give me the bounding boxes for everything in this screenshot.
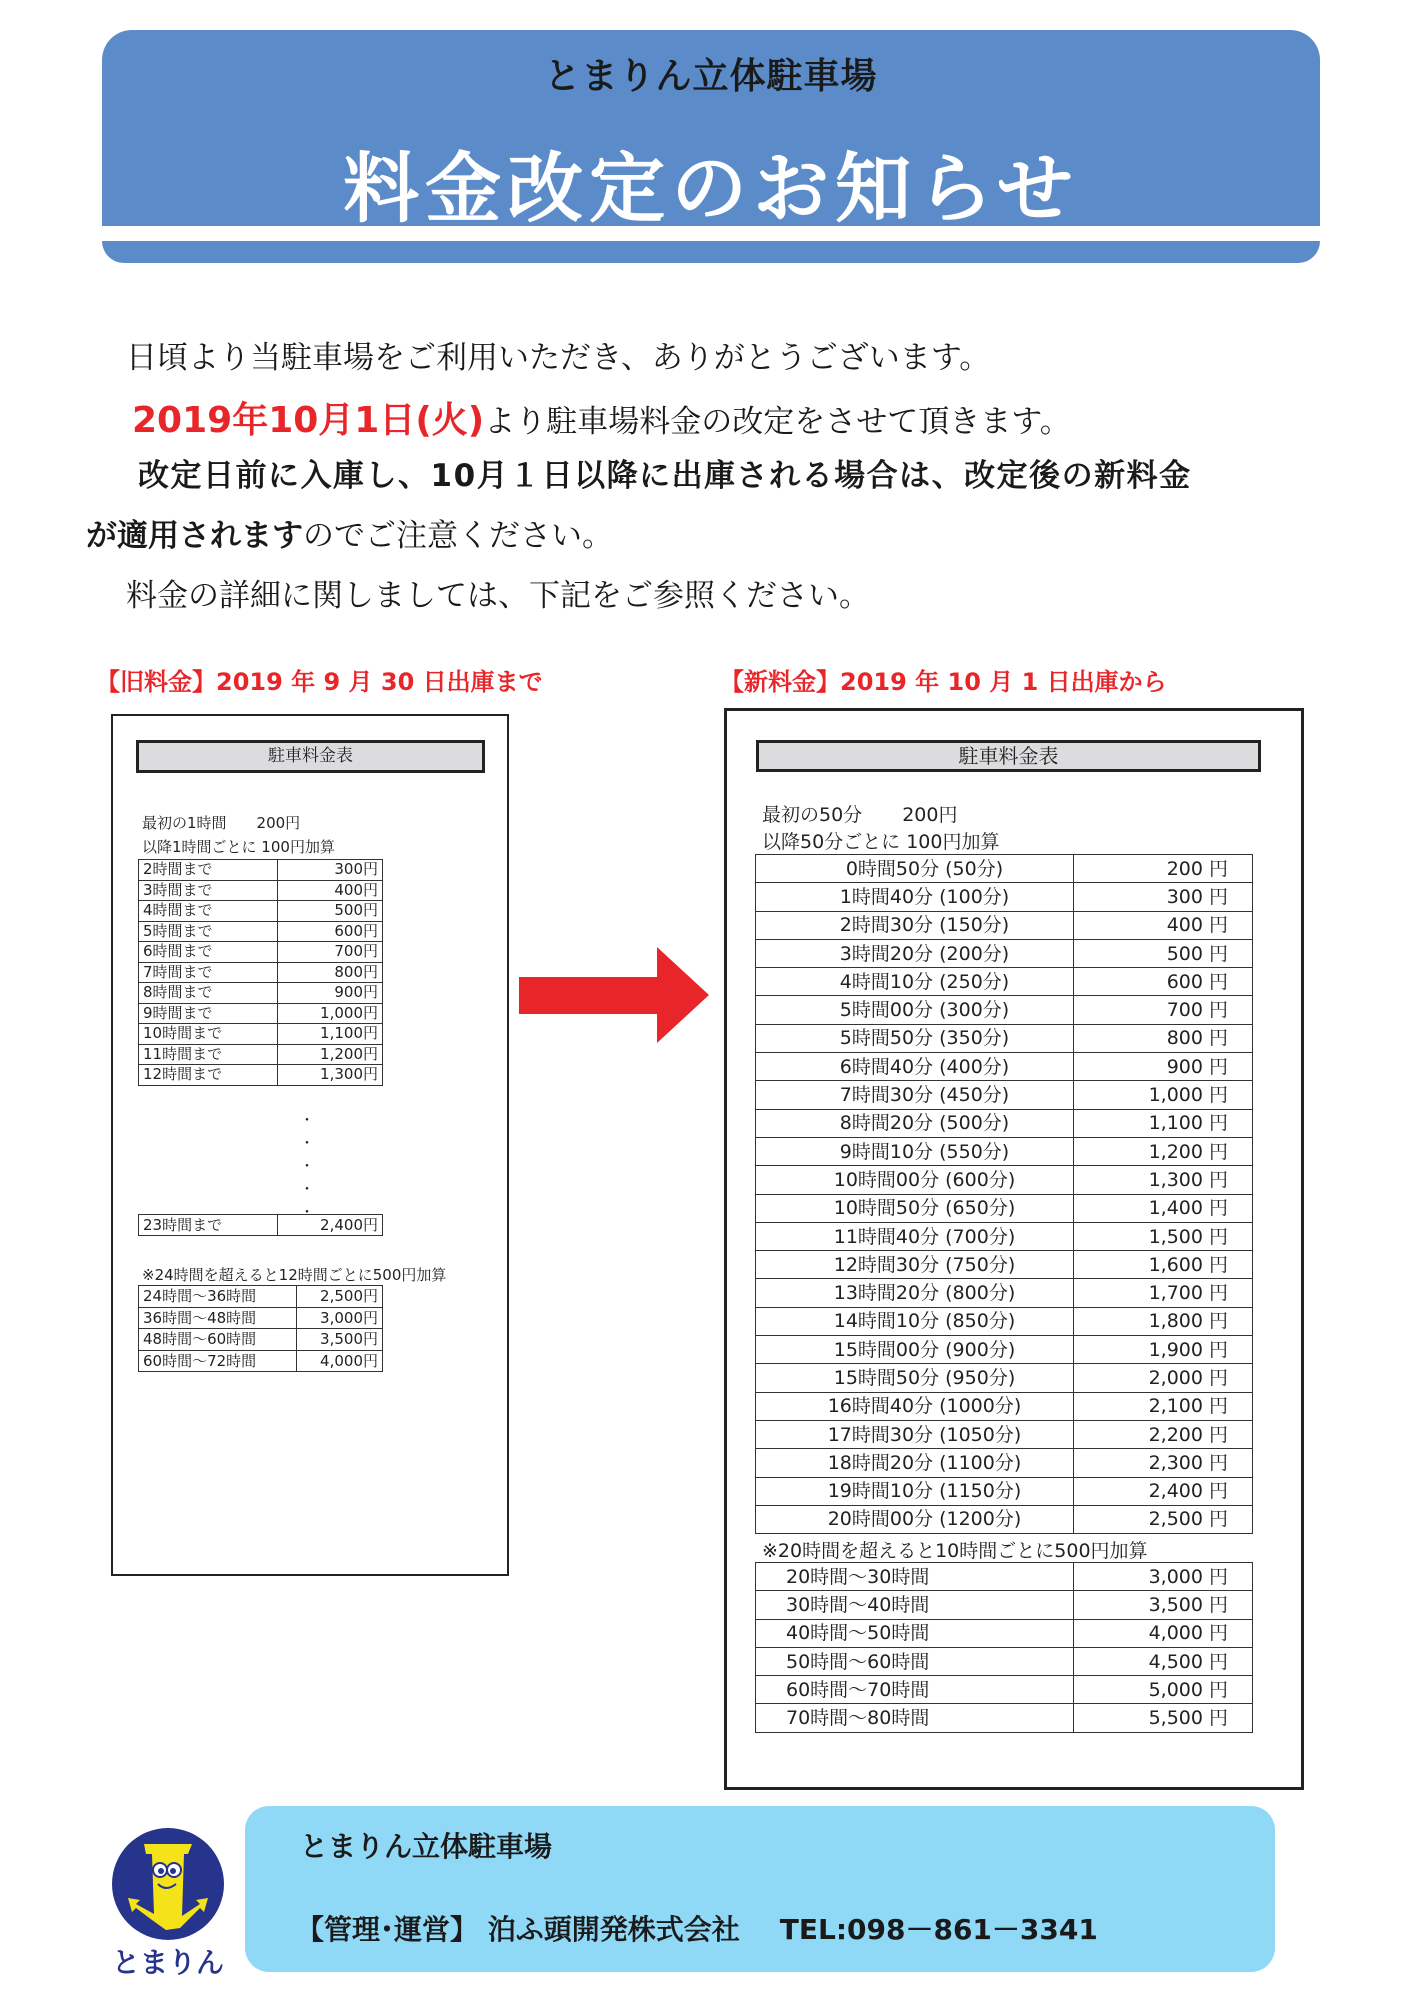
duration-cell: 20時間00分 (1200分) — [756, 1505, 1074, 1533]
fee-cell: 1,000円 — [277, 1003, 382, 1024]
revision-date: 2019年10月1日(火) — [132, 400, 485, 441]
table-row — [139, 921, 383, 942]
table-row — [756, 1024, 1253, 1052]
new-long-stay-table — [755, 1562, 1253, 1733]
table-row — [139, 880, 383, 901]
old-increment-rate: 以降1時間ごとに 100円加算 — [142, 838, 335, 856]
fee-cell: 4,000円 — [296, 1350, 382, 1372]
table-row — [756, 1477, 1253, 1505]
fee-cell: 1,100円 — [277, 1024, 382, 1045]
fee-cell: 2,300 円 — [1074, 1449, 1253, 1477]
fee-cell: 1,200 円 — [1074, 1137, 1253, 1165]
table-row — [139, 1350, 383, 1372]
duration-cell: 12時間30分 (750分) — [756, 1251, 1074, 1279]
duration-cell: 3時間まで — [139, 880, 278, 901]
duration-cell: 30時間～40時間 — [756, 1591, 1074, 1619]
table-row — [139, 860, 383, 881]
table-row — [139, 1215, 383, 1236]
fee-cell: 300 円 — [1074, 883, 1253, 911]
new-fee-table-title: 駐車料金表 — [756, 740, 1261, 772]
table-row — [756, 1222, 1253, 1250]
facility-name: とまりん立体駐車場 — [544, 56, 878, 97]
fee-cell: 600円 — [277, 921, 382, 942]
fee-cell: 1,800 円 — [1074, 1307, 1253, 1335]
table-row — [756, 1364, 1253, 1392]
duration-cell: 15時間00分 (900分) — [756, 1336, 1074, 1364]
table-row — [139, 962, 383, 983]
fee-cell: 1,000 円 — [1074, 1081, 1253, 1109]
tomarin-logo — [108, 1826, 228, 1996]
ellipsis-dot: ・ — [300, 1182, 314, 1198]
duration-cell: 2時間30分 (150分) — [756, 911, 1074, 939]
old-fee-table-title: 駐車料金表 — [136, 740, 485, 773]
table-row — [756, 1704, 1253, 1732]
duration-cell: 3時間20分 (200分) — [756, 939, 1074, 967]
footer-operator-info — [296, 1908, 1098, 1948]
table-row — [139, 942, 383, 963]
duration-cell: 50時間～60時間 — [756, 1647, 1074, 1675]
intro-line-2 — [132, 392, 1071, 443]
duration-cell: 20時間～30時間 — [756, 1563, 1074, 1591]
table-row — [756, 1647, 1253, 1675]
duration-cell: 2時間まで — [139, 860, 278, 881]
duration-cell: 15時間50分 (950分) — [756, 1364, 1074, 1392]
fee-cell: 2,500 円 — [1074, 1505, 1253, 1533]
page-title: 料金改定のお知らせ — [343, 144, 1079, 233]
fee-cell: 300円 — [277, 860, 382, 881]
duration-cell: 11時間40分 (700分) — [756, 1222, 1074, 1250]
table-row — [756, 1251, 1253, 1279]
phone-number: TEL:098－861－3341 — [779, 1913, 1098, 1946]
duration-cell: 16時間40分 (1000分) — [756, 1392, 1074, 1420]
table-row — [756, 1563, 1253, 1591]
table-row — [756, 1109, 1253, 1137]
fee-cell: 2,000 円 — [1074, 1364, 1253, 1392]
table-row — [756, 1166, 1253, 1194]
duration-cell: 70時間～80時間 — [756, 1704, 1074, 1732]
table-row — [756, 1619, 1253, 1647]
fee-cell: 3,000 円 — [1074, 1563, 1253, 1591]
fee-cell: 2,200 円 — [1074, 1420, 1253, 1448]
ellipsis-dot: ・ — [300, 1205, 314, 1221]
table-row — [756, 1420, 1253, 1448]
fee-cell: 3,500 円 — [1074, 1591, 1253, 1619]
duration-cell: 5時間50分 (350分) — [756, 1024, 1074, 1052]
intro-line-2-rest: より駐車場料金の改定をさせて頂きます。 — [484, 404, 1071, 440]
fee-cell: 3,000円 — [296, 1307, 382, 1329]
fee-cell: 500円 — [277, 901, 382, 922]
intro-line-5: 料金の詳細に関しましては、下記をご参照ください。 — [126, 578, 870, 614]
new-first-label: 最初の50分 — [762, 804, 863, 826]
fee-cell: 2,500円 — [296, 1286, 382, 1308]
table-row — [756, 1336, 1253, 1364]
table-row — [139, 901, 383, 922]
fee-cell: 800 円 — [1074, 1024, 1253, 1052]
old-first-label: 最初の1時間 — [142, 814, 227, 832]
fee-cell: 400円 — [277, 880, 382, 901]
ellipsis-dot: ・ — [300, 1136, 314, 1152]
table-row — [756, 911, 1253, 939]
table-row — [756, 1591, 1253, 1619]
duration-cell: 23時間まで — [139, 1215, 278, 1236]
table-row — [139, 983, 383, 1004]
duration-cell: 18時間20分 (1100分) — [756, 1449, 1074, 1477]
old-long-stay-note: ※24時間を超えると12時間ごとに500円加算 — [142, 1266, 447, 1284]
old-fee-table-last — [138, 1214, 383, 1236]
old-first-value: 200円 — [256, 814, 301, 832]
table-row — [756, 996, 1253, 1024]
table-row — [756, 1137, 1253, 1165]
duration-cell: 4時間10分 (250分) — [756, 968, 1074, 996]
fee-cell: 5,000 円 — [1074, 1676, 1253, 1704]
duration-cell: 5時間00分 (300分) — [756, 996, 1074, 1024]
table-row — [139, 1024, 383, 1045]
duration-cell: 8時間20分 (500分) — [756, 1109, 1074, 1137]
header-banner-underline — [102, 241, 1320, 263]
logo-text: とまりん — [111, 1946, 225, 1979]
old-fees-label: 【旧料金】2019 年 9 月 30 日出庫まで — [96, 668, 543, 696]
fee-cell: 1,300円 — [277, 1065, 382, 1086]
fee-cell: 1,900 円 — [1074, 1336, 1253, 1364]
new-first-rate — [762, 800, 957, 827]
table-row — [756, 1081, 1253, 1109]
duration-cell: 8時間まで — [139, 983, 278, 1004]
table-row — [756, 1505, 1253, 1533]
intro-line-4-rest: のでご注意ください。 — [303, 518, 613, 554]
fee-cell: 200 円 — [1074, 855, 1253, 883]
duration-cell: 60時間～70時間 — [756, 1676, 1074, 1704]
duration-cell: 5時間まで — [139, 921, 278, 942]
table-row — [756, 883, 1253, 911]
fee-cell: 5,500 円 — [1074, 1704, 1253, 1732]
duration-cell: 36時間～48時間 — [139, 1307, 297, 1329]
duration-cell: 40時間～50時間 — [756, 1619, 1074, 1647]
table-row — [756, 1307, 1253, 1335]
fee-cell: 700 円 — [1074, 996, 1253, 1024]
duration-cell: 13時間20分 (800分) — [756, 1279, 1074, 1307]
fee-cell: 1,300 円 — [1074, 1166, 1253, 1194]
table-row — [139, 1286, 383, 1308]
fee-cell: 1,500 円 — [1074, 1222, 1253, 1250]
duration-cell: 11時間まで — [139, 1044, 278, 1065]
duration-cell: 14時間10分 (850分) — [756, 1307, 1074, 1335]
duration-cell: 1時間40分 (100分) — [756, 883, 1074, 911]
duration-cell: 24時間～36時間 — [139, 1286, 297, 1308]
new-fees-label: 【新料金】2019 年 10 月 1 日出庫から — [720, 668, 1167, 696]
fee-cell: 1,600 円 — [1074, 1251, 1253, 1279]
table-row — [756, 939, 1253, 967]
duration-cell: 0時間50分 (50分) — [756, 855, 1074, 883]
new-increment-rate: 以降50分ごとに 100円加算 — [762, 831, 1000, 853]
intro-line-4-bold: が適用されます — [86, 518, 303, 554]
table-row — [756, 1053, 1253, 1081]
duration-cell: 10時間00分 (600分) — [756, 1166, 1074, 1194]
fee-cell: 1,400 円 — [1074, 1194, 1253, 1222]
duration-cell: 12時間まで — [139, 1065, 278, 1086]
duration-cell: 9時間10分 (550分) — [756, 1137, 1074, 1165]
table-row — [756, 968, 1253, 996]
fee-cell: 500 円 — [1074, 939, 1253, 967]
duration-cell: 7時間30分 (450分) — [756, 1081, 1074, 1109]
fee-cell: 700円 — [277, 942, 382, 963]
table-row — [139, 1044, 383, 1065]
new-long-stay-note: ※20時間を超えると10時間ごとに500円加算 — [762, 1540, 1148, 1562]
duration-cell: 19時間10分 (1150分) — [756, 1477, 1074, 1505]
intro-line-1: 日頃より当駐車場をご利用いただき、ありがとうございます。 — [126, 340, 991, 376]
table-row — [756, 1194, 1253, 1222]
intro-line-3: 改定日前に入庫し、10月１日以降に出庫される場合は、改定後の新料金 — [138, 458, 1192, 494]
table-row — [139, 1307, 383, 1329]
duration-cell: 48時間～60時間 — [139, 1329, 297, 1351]
duration-cell: 10時間50分 (650分) — [756, 1194, 1074, 1222]
table-row — [139, 1003, 383, 1024]
old-first-rate — [142, 812, 300, 833]
duration-cell: 6時間40分 (400分) — [756, 1053, 1074, 1081]
fee-cell: 2,400 円 — [1074, 1477, 1253, 1505]
right-arrow-icon — [519, 947, 709, 1047]
fee-cell: 1,700 円 — [1074, 1279, 1253, 1307]
new-fee-table — [755, 854, 1253, 1534]
table-row — [756, 1676, 1253, 1704]
old-fee-table — [138, 859, 383, 1086]
duration-cell: 4時間まで — [139, 901, 278, 922]
fee-cell: 900円 — [277, 983, 382, 1004]
fee-cell: 1,200円 — [277, 1044, 382, 1065]
duration-cell: 17時間30分 (1050分) — [756, 1420, 1074, 1448]
fee-cell: 1,100 円 — [1074, 1109, 1253, 1137]
fee-cell: 800円 — [277, 962, 382, 983]
fee-cell: 400 円 — [1074, 911, 1253, 939]
table-row — [756, 1449, 1253, 1477]
old-long-stay-table — [138, 1285, 383, 1372]
fee-cell: 2,400円 — [277, 1215, 382, 1236]
operator-name: 【管理･運営】 泊ふ頭開発株式会社 — [296, 1913, 740, 1946]
table-row — [756, 855, 1253, 883]
footer-facility-name: とまりん立体駐車場 — [300, 1830, 553, 1863]
table-row — [756, 1392, 1253, 1420]
ellipsis-dot: ・ — [300, 1159, 314, 1175]
fee-cell: 900 円 — [1074, 1053, 1253, 1081]
duration-cell: 9時間まで — [139, 1003, 278, 1024]
duration-cell: 10時間まで — [139, 1024, 278, 1045]
fee-cell: 600 円 — [1074, 968, 1253, 996]
table-row — [139, 1065, 383, 1086]
ellipsis-dot: ・ — [300, 1113, 314, 1129]
table-row — [139, 1329, 383, 1351]
duration-cell: 60時間～72時間 — [139, 1350, 297, 1372]
fee-cell: 4,500 円 — [1074, 1647, 1253, 1675]
new-first-value: 200円 — [902, 804, 958, 826]
fee-cell: 3,500円 — [296, 1329, 382, 1351]
duration-cell: 6時間まで — [139, 942, 278, 963]
table-row — [756, 1279, 1253, 1307]
duration-cell: 7時間まで — [139, 962, 278, 983]
fee-cell: 2,100 円 — [1074, 1392, 1253, 1420]
intro-line-4 — [86, 510, 613, 555]
fee-cell: 4,000 円 — [1074, 1619, 1253, 1647]
